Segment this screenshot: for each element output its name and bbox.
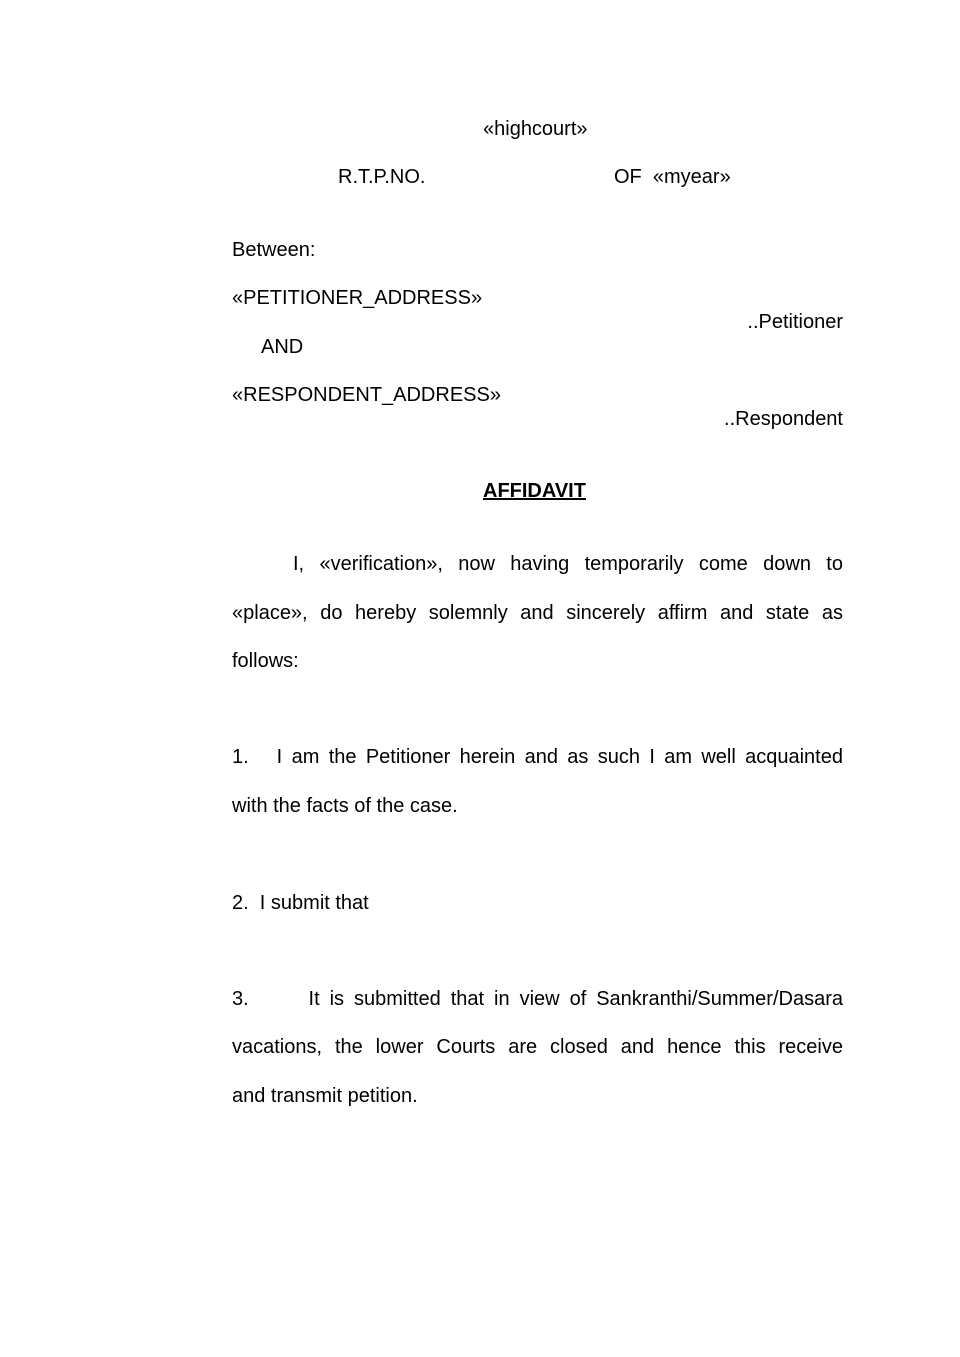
- between-label: Between:: [232, 239, 316, 261]
- paragraph-1-line-2: with the facts of the case.: [232, 795, 458, 817]
- respondent-role: ..Respondent: [724, 408, 843, 430]
- intro-line-1: I, «verification», now having temporarily come down to: [293, 553, 843, 575]
- intro-line-3: follows:: [232, 650, 299, 672]
- court-name: «highcourt»: [483, 118, 588, 140]
- case-year: OF «myear»: [614, 166, 731, 188]
- document-title: AFFIDAVIT: [483, 480, 586, 502]
- and-label: AND: [261, 336, 304, 358]
- petitioner-address: «PETITIONER_ADDRESS»: [232, 287, 483, 309]
- paragraph-3-line-1: 3. It is submitted that in view of Sankranthi/Summer/Dasara: [232, 988, 843, 1010]
- respondent-address: «RESPONDENT_ADDRESS»: [232, 384, 501, 406]
- intro-line-2: «place», do hereby solemnly and sincerely affirm and state as: [232, 602, 843, 624]
- paragraph-3-line-2: vacations, the lower Courts are closed and hence this receive: [232, 1036, 843, 1058]
- paragraph-1-line-1: 1. I am the Petitioner herein and as such I am well acquainted: [232, 746, 843, 768]
- paragraph-3-line-3: and transmit petition.: [232, 1085, 418, 1107]
- paragraph-2-line-1: 2. I submit that: [232, 892, 369, 914]
- petitioner-role: ..Petitioner: [747, 311, 843, 333]
- case-number-label: R.T.P.NO.: [338, 166, 426, 188]
